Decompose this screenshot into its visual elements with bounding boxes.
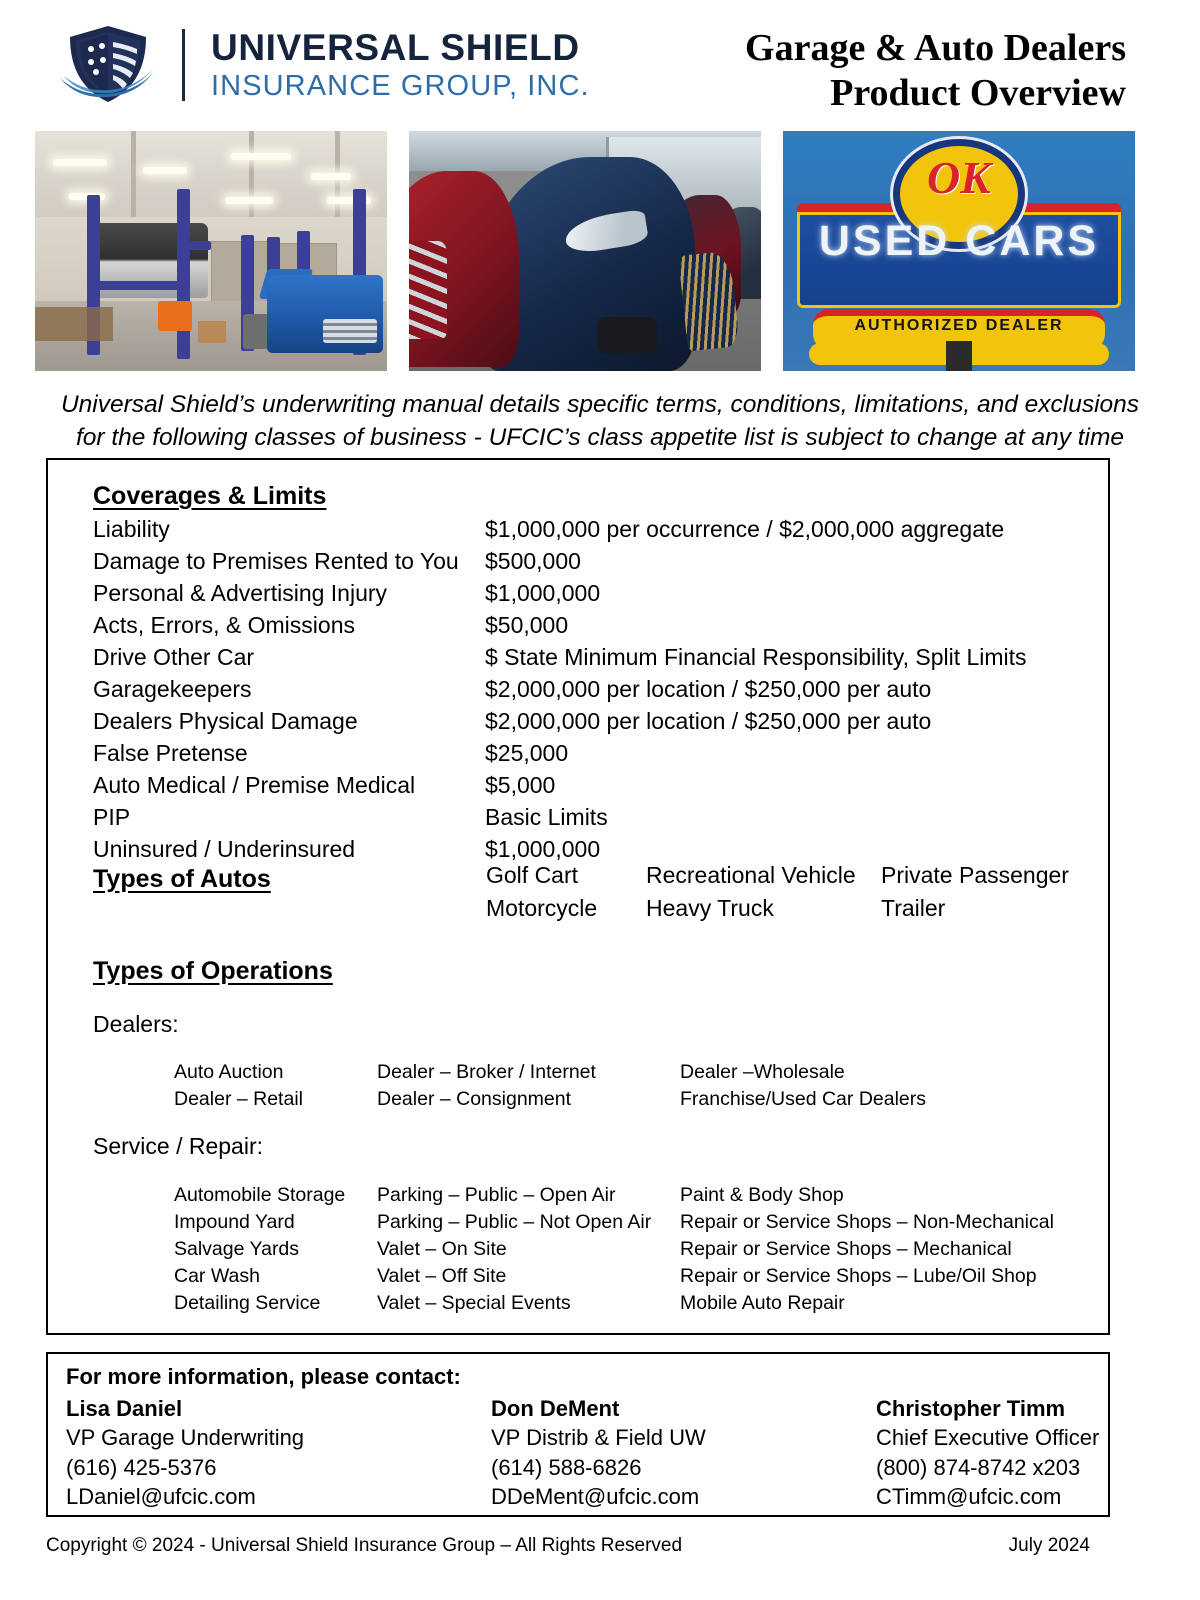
garage-repair-shop-photo xyxy=(35,131,387,371)
workbench xyxy=(35,307,113,341)
logo-divider xyxy=(182,29,185,101)
document-date: July 2024 xyxy=(1008,1535,1090,1556)
coverage-label: Auto Medical / Premise Medical xyxy=(93,772,416,798)
sign-authorized-dealer-text: AUTHORIZED DEALER xyxy=(854,317,1064,334)
coverage-limit-value: Basic Limits xyxy=(485,804,608,830)
coverage-row xyxy=(93,740,1083,772)
service-repair-operation-item: Valet – Special Events xyxy=(377,1292,571,1314)
coverages-table xyxy=(93,516,1083,868)
coverage-row xyxy=(93,516,1083,548)
coverage-row xyxy=(93,676,1083,708)
contact-title: For more information, please contact: xyxy=(66,1364,461,1389)
ceiling-light xyxy=(311,173,351,180)
auto-type-item: Heavy Truck xyxy=(646,895,774,921)
contact-phone[interactable]: (614) 588-6826 xyxy=(491,1454,642,1480)
coverage-label: Garagekeepers xyxy=(93,676,252,702)
contact-role: Chief Executive Officer xyxy=(876,1425,1100,1451)
vehicle-lift-post xyxy=(177,189,190,359)
contact-email[interactable]: CTimm@ufcic.com xyxy=(876,1483,1062,1509)
contact-email[interactable]: DDeMent@ufcic.com xyxy=(491,1483,700,1509)
page-title xyxy=(745,26,1126,116)
header-photo-strip xyxy=(35,131,1165,371)
service-repair-operation-item: Detailing Service xyxy=(174,1292,321,1314)
service-repair-operation-item: Valet – Off Site xyxy=(377,1265,507,1287)
page-title-line2: Product Overview xyxy=(830,71,1126,114)
coverage-limit-value: $ State Minimum Financial Responsibility, Split Limits xyxy=(485,644,1027,670)
fog-light-housing xyxy=(597,317,657,353)
headlight xyxy=(563,209,649,255)
dealer-operation-item: Dealer – Consignment xyxy=(377,1088,572,1110)
coverage-label: Uninsured / Underinsured xyxy=(93,836,356,862)
page-header xyxy=(0,0,1200,125)
coverage-limit-value: $5,000 xyxy=(485,772,556,798)
contact-email[interactable]: LDaniel@ufcic.com xyxy=(66,1483,256,1509)
sign-ok-text: OK xyxy=(927,152,991,203)
contact-columns xyxy=(66,1394,1100,1511)
equipment-cart xyxy=(158,301,192,331)
ceiling-beam xyxy=(131,131,136,227)
trash-bin xyxy=(243,314,269,349)
product-details-panel xyxy=(46,458,1110,1335)
contact-phone[interactable]: (616) 425-5376 xyxy=(66,1454,217,1480)
logo-line-primary: UNIVERSAL SHIELD xyxy=(211,27,580,68)
cardboard-box xyxy=(198,321,226,343)
coverage-row xyxy=(93,708,1083,740)
service-repair-operation-item: Impound Yard xyxy=(174,1211,295,1233)
service-repair-operation-item: Mobile Auto Repair xyxy=(680,1292,845,1314)
service-repair-operation-item: Automobile Storage xyxy=(174,1184,346,1206)
service-repair-operation-item: Salvage Yards xyxy=(174,1238,300,1260)
auto-type-item: Private Passenger xyxy=(881,862,1069,888)
logo-line-secondary: INSURANCE GROUP, INC. xyxy=(211,70,590,102)
car-grille xyxy=(409,241,447,339)
coverage-label: PIP xyxy=(93,804,131,830)
service-repair-operation-item: Parking – Public – Open Air xyxy=(377,1184,616,1206)
coverage-limit-value: $50,000 xyxy=(485,612,569,638)
coverage-row xyxy=(93,804,1083,836)
ceiling-light xyxy=(143,167,187,174)
coverages-table-body xyxy=(93,516,1083,868)
coverage-label: Personal & Advertising Injury xyxy=(93,580,388,606)
page-title-line1: Garage & Auto Dealers xyxy=(745,27,1126,69)
lift-arm xyxy=(95,281,181,290)
intro-paragraph: Universal Shield’s underwriting manual details specific terms, conditions, limitations, and exclusions for the following classes of business - UFCIC’s class appetite list is subject to change at any time xyxy=(60,391,1140,452)
service-repair-operation-item: Parking – Public – Not Open Air xyxy=(377,1211,652,1233)
ceiling-light xyxy=(225,197,273,204)
contact-name: Don DeMent xyxy=(491,1396,620,1421)
coverage-limit-value: $2,000,000 per location / $250,000 per auto xyxy=(485,708,932,734)
truck-grille xyxy=(323,319,377,343)
contact-role: VP Distrib & Field UW xyxy=(491,1425,706,1451)
coverage-limit-value: $2,000,000 per location / $250,000 per auto xyxy=(485,676,932,702)
car-red-foreground xyxy=(409,171,519,367)
coverages-heading: Coverages & Limits xyxy=(93,482,327,510)
coverage-label: Dealers Physical Damage xyxy=(93,708,358,734)
dealers-label: Dealers: xyxy=(93,1011,179,1037)
contact-name: Christopher Timm xyxy=(876,1396,1066,1421)
coverage-label: Liability xyxy=(93,516,170,542)
page-footer xyxy=(46,1535,1110,1557)
lift-arm xyxy=(185,241,211,250)
service-repair-label: Service / Repair: xyxy=(93,1133,264,1159)
coverage-limit-value: $25,000 xyxy=(485,740,569,766)
coverage-limit-value: $500,000 xyxy=(485,548,581,574)
ceiling-light xyxy=(53,159,107,166)
contact-role: VP Garage Underwriting xyxy=(66,1425,305,1451)
coverage-row xyxy=(93,772,1083,804)
dealer-operation-item: Auto Auction xyxy=(174,1061,284,1083)
contact-panel xyxy=(46,1352,1110,1517)
coverage-limit-value: $1,000,000 per occurrence / $2,000,000 aggregate xyxy=(485,516,1005,542)
dealer-operation-item: Dealer – Retail xyxy=(174,1088,303,1110)
contact-card xyxy=(66,1394,491,1511)
coverage-limit-value: $1,000,000 xyxy=(485,580,601,606)
contact-name: Lisa Daniel xyxy=(66,1396,183,1421)
coverage-row xyxy=(93,580,1083,612)
dealer-operation-item: Franchise/Used Car Dealers xyxy=(680,1088,927,1110)
sign-pole xyxy=(946,341,972,371)
types-of-autos-heading: Types of Autos xyxy=(93,865,271,893)
coverage-label: Damage to Premises Rented to You xyxy=(93,548,459,574)
auto-type-item: Recreational Vehicle xyxy=(646,862,856,888)
coverage-row xyxy=(93,612,1083,644)
ceiling-light xyxy=(231,153,291,160)
service-repair-operation-item: Valet – On Site xyxy=(377,1238,507,1260)
service-repair-operation-item: Repair or Service Shops – Lube/Oil Shop xyxy=(680,1265,1037,1287)
shield-logo-icon xyxy=(58,22,160,108)
ceiling-beam xyxy=(249,131,254,227)
ok-used-cars-sign-photo xyxy=(783,131,1135,371)
company-logo xyxy=(58,22,590,108)
coverage-row xyxy=(93,548,1083,580)
coverage-row xyxy=(93,644,1083,676)
auto-type-item: Trailer xyxy=(881,895,946,921)
types-of-autos-grid xyxy=(486,862,1086,922)
coverage-limit-value: $1,000,000 xyxy=(485,836,601,862)
dealership-car-row-photo xyxy=(409,131,761,371)
logo-wordmark xyxy=(211,29,590,101)
coverage-label: Drive Other Car xyxy=(93,644,255,670)
dealer-operation-item: Dealer –Wholesale xyxy=(680,1061,845,1083)
service-repair-operation-item: Paint & Body Shop xyxy=(680,1184,844,1206)
auto-type-item: Motorcycle xyxy=(486,895,598,921)
coverage-label: False Pretense xyxy=(93,740,248,766)
sign-used-cars-text: USED CARS xyxy=(818,217,1100,265)
dealers-grid xyxy=(174,1061,1054,1111)
contact-card xyxy=(876,1394,1099,1511)
coverage-label: Acts, Errors, & Omissions xyxy=(93,612,355,638)
contact-phone[interactable]: (800) 874-8742 x203 xyxy=(876,1454,1081,1480)
service-repair-operation-item: Repair or Service Shops – Non-Mechanical xyxy=(680,1211,1054,1233)
auto-type-item: Golf Cart xyxy=(486,862,579,888)
service-repair-operation-item: Car Wash xyxy=(174,1265,260,1287)
service-repair-operation-item: Repair or Service Shops – Mechanical xyxy=(680,1238,1012,1260)
contact-card xyxy=(491,1394,876,1511)
dealer-operation-item: Dealer – Broker / Internet xyxy=(377,1061,596,1083)
service-repair-grid xyxy=(174,1184,1054,1315)
types-of-operations-heading: Types of Operations xyxy=(93,957,333,985)
copyright-text: Copyright © 2024 - Universal Shield Insurance Group – All Rights Reserved xyxy=(46,1535,683,1556)
